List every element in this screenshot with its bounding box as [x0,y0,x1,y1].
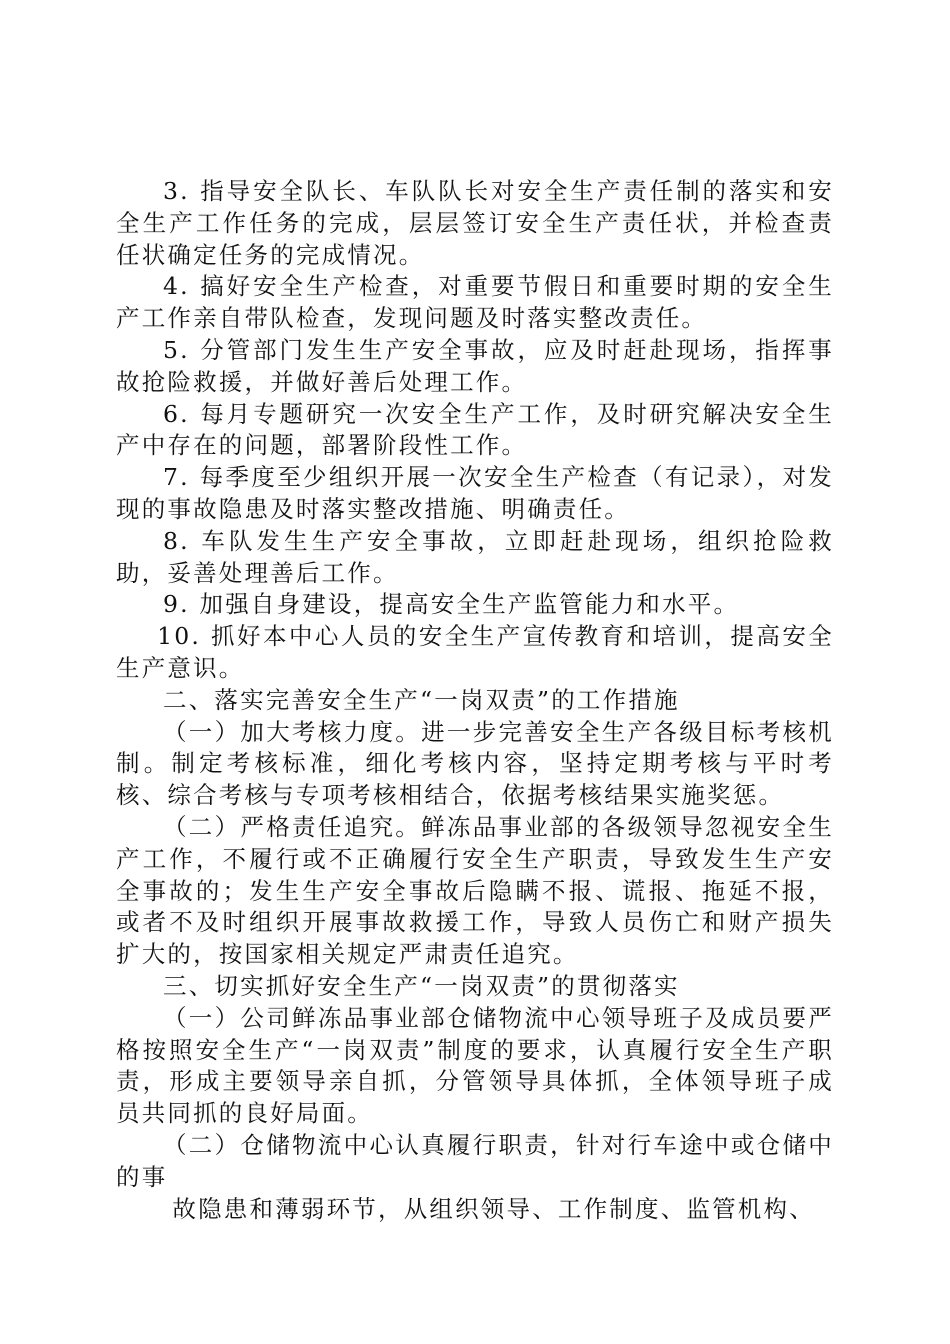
paragraph-item-3: 3. 指导安全队长、车队队长对安全生产责任制的落实和安全生产工作任务的完成，层层签订安全生产责任状，并检查责任状确定任务的完成情况。 [116,177,834,269]
paragraph-item-9: 9. 加强自身建设，提高安全生产监管能力和水平。 [163,590,740,619]
document-body [116,176,834,1225]
paragraph-item-6: 6. 每月专题研究一次安全生产工作，及时研究解决安全生产中存在的问题，部署阶段性工作。 [116,399,834,460]
paragraph-continuation: 故隐患和薄弱环节，从组织领导、工作制度、监管机构、 [172,1194,815,1223]
paragraph-item-7: 7. 每季度至少组织开展一次安全生产检查（有记录），对发现的事故隐患及时落实整改措施、明确责任。 [116,463,834,523]
paragraph-implement-2: （二）仓储物流中心认真履行职责，针对行车途中或仓储中的事 [116,1130,834,1191]
paragraph-item-10: 10. 抓好本中心人员的安全生产宣传教育和培训，提高安全生产意识。 [116,622,834,682]
paragraph-measure-2: （二）严格责任追究。鲜冻品事业部的各级领导忽视安全生产工作，不履行或不正确履行安全生产职责，导致发生生产安全事故的；发生生产安全事故后隐瞒不报、谎报、拖延不报，或者不及时组织开展事故救援工作，导致人员伤亡和财产损失扩大的，按国家相关规定严肃责任追究。 [116,812,834,969]
paragraph-item-4: 4. 搞好安全生产检查，对重要节假日和重要时期的安全生产工作亲自带队检查，发现问题及时落实整改责任。 [116,272,834,333]
paragraph-measure-1: （一）加大考核力度。进一步完善安全生产各级目标考核机制。制定考核标准，细化考核内容，坚持定期考核与平时考核、综合考核与专项考核相结合，依据考核结果实施奖惩。 [116,717,834,810]
paragraph-item-8: 8. 车队发生生产安全事故，立即赶赴现场，组织抢险救助，妥善处理善后工作。 [116,526,834,587]
paragraph-item-5: 5. 分管部门发生生产安全事故，应及时赶赴现场，指挥事故抢险救援，并做好善后处理工作。 [116,335,834,396]
section-heading-3: 三、切实抓好安全生产“一岗双责”的贯彻落实 [163,971,680,1000]
section-heading-2: 二、落实完善安全生产“一岗双责”的工作措施 [163,685,680,714]
paragraph-implement-1: （一）公司鲜冻品事业部仓储物流中心领导班子及成员要严格按照安全生产“一岗双责”制度的要求，认真履行安全生产职责，形成主要领导亲自抓，分管领导具体抓，全体领导班子成员共同抓的良好局面。 [116,1003,834,1128]
